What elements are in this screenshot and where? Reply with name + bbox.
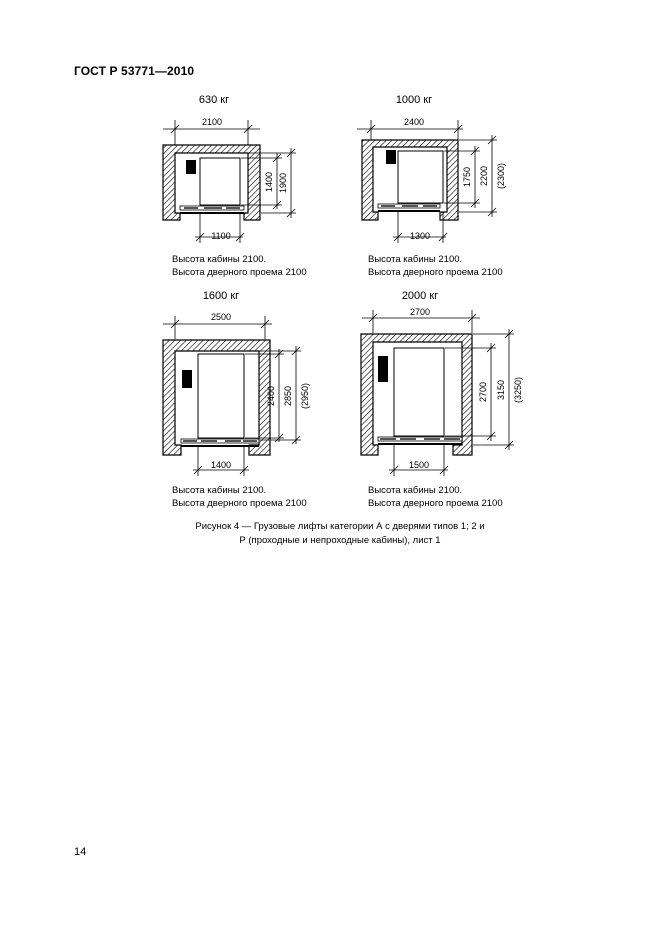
control-panel [386,150,396,164]
door-assembly [378,204,440,212]
cabin [398,151,443,203]
control-panel [378,356,388,382]
figure-630kg [163,94,296,243]
figure-note [172,253,307,279]
shaft-depth-label: 2200 [479,165,489,187]
note-line: Высота кабины 2100. [368,254,463,265]
shaft-depth-label: 1900 [278,172,288,194]
door-label: 1300 [409,231,431,241]
load-label: 2000 кг [401,290,439,302]
document-header: ГОСТ Р 53771—2010 [74,64,195,78]
caption-line: Рисунок 4 — Грузовые лифты категории А с дверями типов 1; 2 и [195,521,485,532]
shaft-depth-alt-label: (2300) [496,162,506,190]
note-line: Высота дверного проема 2100 [368,498,503,509]
cabin [394,348,444,436]
note-line: Высота дверного проема 2100 [172,267,307,278]
depth-label: 1400 [264,171,274,193]
figure-caption [150,520,530,547]
control-panel [182,370,192,388]
control-panel [186,160,196,174]
width-label: 2700 [409,307,431,317]
figure-2000kg [361,290,523,476]
door-assembly [181,439,259,447]
door-assembly [378,437,462,445]
load-label: 630 кг [198,94,230,106]
figure-note [368,484,503,510]
figure-1600kg [163,290,310,476]
note-line: Высота дверного проема 2100 [172,498,307,509]
note-line: Высота кабины 2100. [172,485,267,496]
depth-label: 2400 [266,385,276,407]
width-label: 2400 [403,117,425,127]
door-assembly [180,206,244,214]
shaft-depth-label: 3150 [496,379,506,401]
cabin [200,158,240,205]
note-line: Высота дверного проема 2100 [368,267,503,278]
shaft-depth-alt-label: (3250) [513,376,523,404]
shaft-depth-alt-label: (2950) [300,382,310,410]
figure-note [368,253,503,279]
figure-note [172,484,307,510]
figure-1000kg [357,94,506,243]
door-label: 1400 [210,460,232,470]
note-line: Высота кабины 2100. [172,254,267,265]
door-label: 1500 [408,460,430,470]
width-label: 2100 [201,117,223,127]
door-label: 1100 [211,231,231,241]
width-label: 2500 [210,312,232,322]
cabin [198,354,244,438]
caption-line: Р (проходные и непроходные кабины), лист 1 [239,534,441,546]
load-label: 1000 кг [395,94,433,106]
load-label: 1600 кг [202,290,240,302]
note-line: Высота кабины 2100. [368,485,463,496]
page-number: 14 [74,846,87,858]
depth-label: 2700 [478,381,488,403]
depth-label: 1750 [462,166,472,188]
shaft-depth-label: 2850 [283,385,293,407]
